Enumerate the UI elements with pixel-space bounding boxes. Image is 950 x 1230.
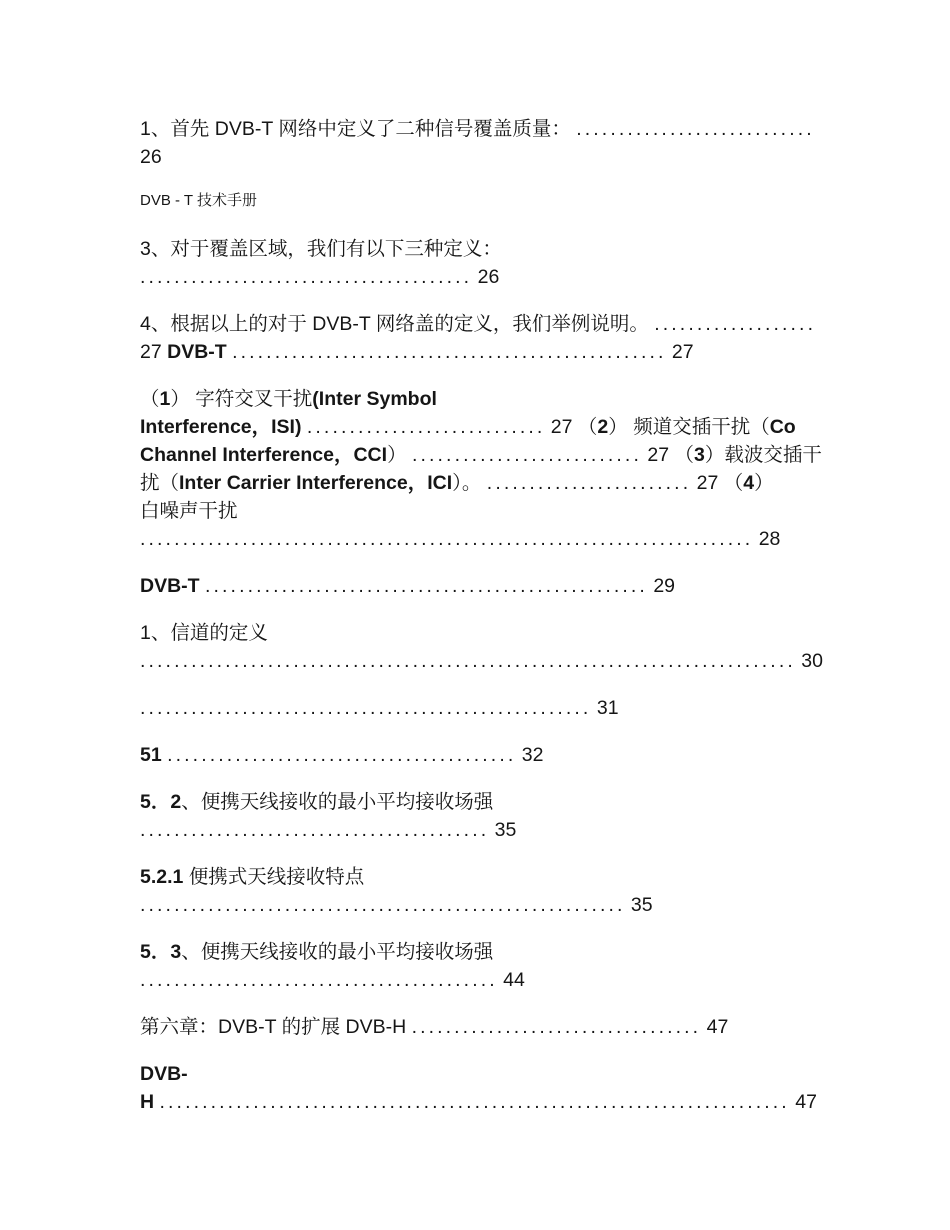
text-run: Channel Interference，CCI xyxy=(140,444,388,466)
toc-paragraph xyxy=(140,1060,817,1116)
dot-leader: ......................................... xyxy=(140,819,490,841)
toc-line xyxy=(140,966,810,994)
text-run: 、便携天线接收的最小平均接收场强 xyxy=(181,941,494,963)
toc-line xyxy=(140,190,810,212)
toc-line xyxy=(140,263,810,291)
text-run: 5．3 xyxy=(140,941,182,963)
toc-line xyxy=(140,788,810,816)
toc-line xyxy=(140,1013,810,1041)
page-number: 28 xyxy=(753,528,781,550)
text-run: ） 字符交叉干扰 xyxy=(170,388,313,410)
text-run: 3、对于覆盖区域，我们有以下三种定义： xyxy=(140,238,502,260)
dot-leader: ....................................... xyxy=(140,266,473,288)
text-run: （ xyxy=(140,388,160,410)
text-run: ） xyxy=(387,444,412,466)
toc-line xyxy=(140,572,810,600)
toc-paragraph xyxy=(140,863,810,919)
toc-paragraph xyxy=(140,115,815,171)
text-run: DVB- xyxy=(140,1063,188,1085)
text-run: DVB-T xyxy=(140,575,200,597)
toc-line xyxy=(140,741,810,769)
toc-line xyxy=(140,1088,817,1116)
toc-line xyxy=(140,694,810,722)
dot-leader: ............................................................................. xyxy=(140,650,796,672)
dot-leader: ................... xyxy=(654,313,817,335)
page-number: 44 xyxy=(497,969,525,991)
text-run: 3 xyxy=(694,444,705,466)
toc-paragraph xyxy=(140,572,810,600)
page-number: 29 xyxy=(647,575,676,597)
text-run: (Inter Symbol xyxy=(312,388,437,410)
page-number: 47 xyxy=(789,1091,817,1113)
toc-paragraph xyxy=(140,938,810,994)
toc-paragraph xyxy=(140,694,810,722)
text-run: 5.2.1 xyxy=(140,866,184,888)
toc-line xyxy=(140,115,815,143)
toc-paragraph xyxy=(140,741,810,769)
page-number: 31 xyxy=(591,697,619,719)
dot-leader: ........................... xyxy=(411,444,642,466)
toc-line xyxy=(140,938,810,966)
dot-leader: .................................. xyxy=(411,1016,702,1038)
toc-line xyxy=(140,310,817,338)
text-run: 1、信道的定义 xyxy=(140,622,268,644)
toc-line xyxy=(140,525,810,553)
text-run: 27 xyxy=(140,341,168,363)
page-number: 47 xyxy=(701,1016,729,1038)
text-run: 、便携天线接收的最小平均接收场强 xyxy=(181,791,494,813)
text-run: ） 频道交插干扰（ xyxy=(608,416,770,438)
toc-paragraph xyxy=(140,190,810,212)
text-run: ）载波交插干 xyxy=(704,444,822,466)
toc-paragraph xyxy=(140,1013,810,1041)
toc-paragraph xyxy=(140,235,810,291)
text-run: 白噪声干扰 xyxy=(140,500,238,522)
toc-paragraph xyxy=(140,788,810,844)
toc-paragraph xyxy=(140,385,822,553)
dot-leader: ......................................... xyxy=(167,744,517,766)
toc-line xyxy=(140,619,810,647)
toc-line xyxy=(140,863,810,891)
toc-line xyxy=(140,1060,810,1088)
toc-line xyxy=(140,891,810,919)
page-number: 32 xyxy=(516,744,544,766)
dot-leader: ................................................... xyxy=(232,341,667,363)
toc-line xyxy=(140,385,810,413)
dot-leader: ..................................................... xyxy=(140,697,592,719)
dot-leader: ............................ xyxy=(306,416,546,438)
dot-leader: ......................................................... xyxy=(140,894,626,916)
toc-line xyxy=(140,469,810,497)
page-number: 26 xyxy=(472,266,500,288)
toc-paragraph xyxy=(140,310,817,366)
text-run: 扰（ xyxy=(140,472,180,494)
text-run: DVB-T xyxy=(167,341,227,363)
toc-line xyxy=(140,235,810,263)
text-run: 1、首先 DVB-T 网络中定义了二种信号覆盖质量： xyxy=(140,118,577,140)
text-run: Co xyxy=(769,416,796,438)
toc-line xyxy=(140,413,810,441)
text-run: 1 xyxy=(159,388,171,410)
text-run: 27 （ xyxy=(641,444,694,466)
text-run: 5．2 xyxy=(140,791,182,813)
page-number: 35 xyxy=(489,819,517,841)
toc-line xyxy=(140,338,810,366)
text-run: ）。 xyxy=(452,472,487,494)
toc-paragraph xyxy=(140,619,823,675)
page-number: 35 xyxy=(625,894,653,916)
dot-leader: ........................ xyxy=(486,472,692,494)
text-run: 4 xyxy=(743,472,755,494)
dot-leader: .................................................... xyxy=(205,575,648,597)
text-run: Inter Carrier Interference，ICI xyxy=(179,472,453,494)
text-run: 27 （ xyxy=(545,416,598,438)
running-header: DVB - T 技术手册 xyxy=(140,192,257,209)
toc-line xyxy=(140,816,810,844)
text-run: 51 xyxy=(140,744,162,766)
dot-leader: .......................................... xyxy=(140,969,498,991)
toc-line xyxy=(140,497,810,525)
dot-leader: .......................................................................... xyxy=(159,1091,790,1113)
text-run: ） xyxy=(754,472,774,494)
page-number: 27 xyxy=(666,341,694,363)
text-run: 4、根据以上的对于 DVB-T 网络盖的定义，我们举例说明。 xyxy=(140,313,655,335)
text-run: Interference，ISI) xyxy=(140,416,302,438)
page-number: 30 xyxy=(795,650,823,672)
dot-leader: ........................................................................ xyxy=(140,528,754,550)
toc-line xyxy=(140,647,823,675)
toc-line xyxy=(140,143,810,171)
text-run: 27 （ xyxy=(691,472,744,494)
text-run: 2 xyxy=(597,416,609,438)
dot-leader: ............................ xyxy=(576,118,815,140)
toc-line xyxy=(140,441,822,469)
text-run: 第六章：DVB-T 的扩展 DVB-H xyxy=(140,1016,412,1038)
page-number: 26 xyxy=(140,146,162,168)
text-run: H xyxy=(140,1091,155,1113)
text-run: 便携式天线接收特点 xyxy=(183,866,365,888)
